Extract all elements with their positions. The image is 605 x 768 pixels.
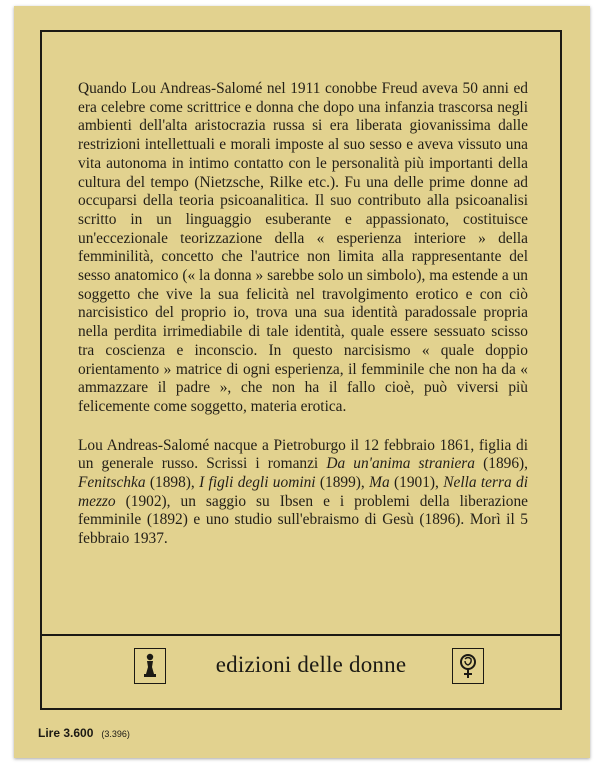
publisher-name: edizioni delle donne — [215, 652, 407, 677]
bio-text: (1901), — [389, 474, 444, 492]
price-label — [38, 724, 130, 742]
author-bio-paragraph — [78, 437, 528, 549]
bio-title: I figli degli uomini — [199, 474, 316, 492]
book-back-cover — [14, 6, 590, 758]
bio-text: (1902), un saggio su Ibsen e i problemi della liberazione femminile (1892) e uno studio sull'ebraismo di Gesù (1896). Morì il 5 febbraio 1937. — [78, 492, 528, 548]
bio-title: Da un'anima straniera — [326, 455, 475, 473]
bio-text: (1898), — [145, 474, 200, 492]
bio-title: Ma — [369, 474, 390, 492]
bio-title: Nella terra di mezzo — [78, 474, 528, 510]
venus-symbol-icon — [452, 648, 484, 684]
bio-text: Lou Andreas-Salomé nacque a Pietroburgo il 12 febbraio 1861, figlia di un generale russo. Scrissi i romanzi — [78, 436, 528, 473]
cover-frame — [40, 30, 562, 710]
chess-piece-icon — [134, 648, 166, 684]
price-main: Lire 3.600 — [38, 726, 94, 740]
bio-text: (1896), — [475, 455, 529, 473]
bio-text: (1899), — [315, 474, 370, 492]
bio-title: Fenitschka — [78, 474, 146, 492]
price-secondary: (3.396) — [101, 729, 130, 739]
blurb-text — [78, 80, 528, 549]
blurb-paragraph: Quando Lou Andreas-Salomé nel 1911 conobbe Freud aveva 50 anni ed era celebre come scrittrice e donna che dopo una infanzia trascorsa negli ambienti dell'alta aristocrazia russa si era liberata giovanissima dalle restrizioni intellettuali e morali imposte al suo sesso e aveva vissuto una vita autonoma in intimo contatto con le personalità più importanti della cultura del tempo (Nietzsche, Rilke etc.). Fu una delle prime donne ad occuparsi della teoria psicoanalitica. Il suo contributo alla psicoanalisi scritto in un linguaggio esuberante e appassionato, costituisce un'eccezionale teorizzazione della « esperienza interiore » della femminilità, concetto che l'autrice non limita alla rappresentante del sesso anatomico (« la donna » sarebbe solo un simbolo), ma estende a un soggetto che vive la sua felicità nel travolgimento erotico e con ciò narcisistico del proprio io, trova una sua identità paradossale propria nella perdita irrimediabile di tale identità, quale essere sessuato scisso tra coscienza e inconscio. In questo narcisismo « quale doppio orientamento » matrice di ogni esperienza, il femminile che non ha da « ammazzare il padre », che non ha il fallo cioè, può viversi più felicemente come soggetto, materia erotica. — [78, 80, 528, 415]
footer-divider — [42, 634, 560, 636]
